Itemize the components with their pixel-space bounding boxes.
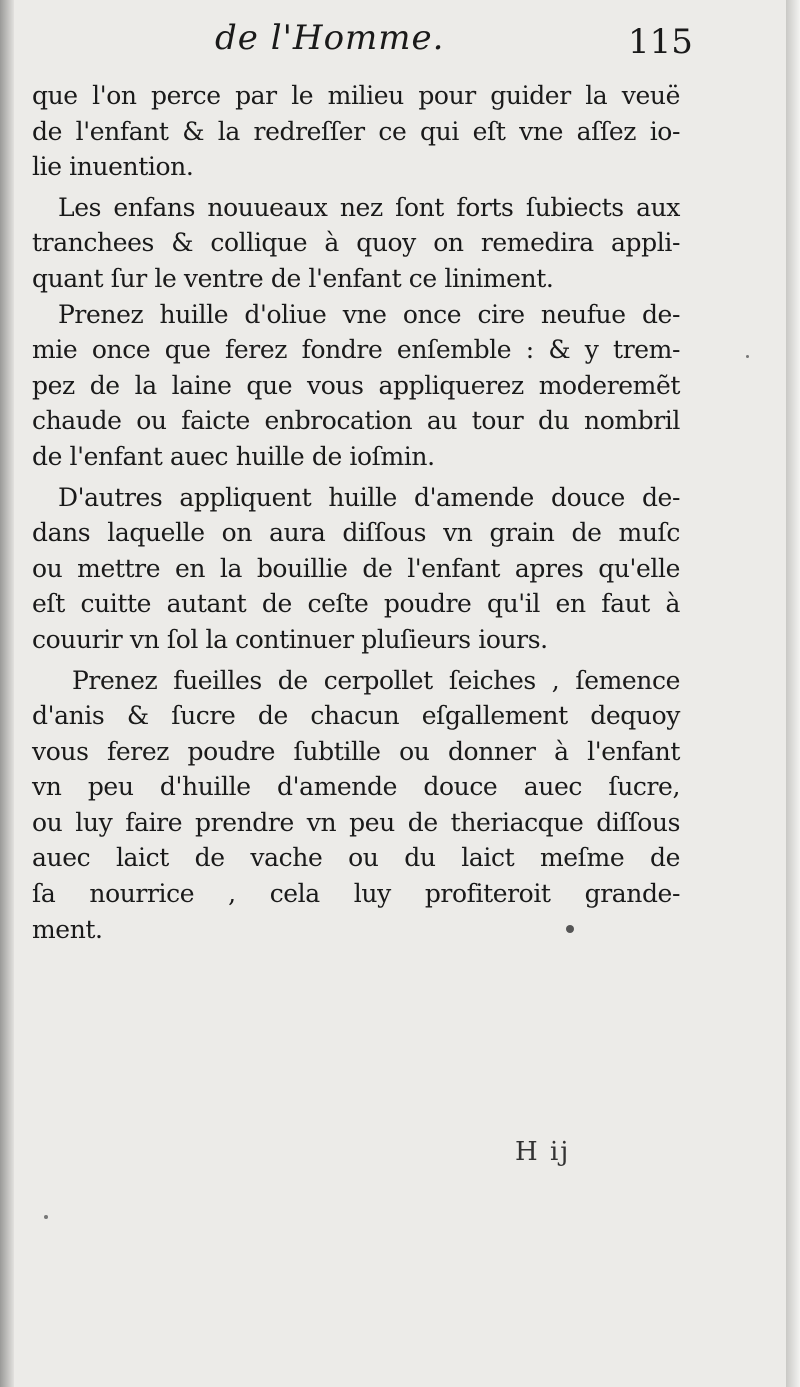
- spine-shadow: [0, 0, 14, 1387]
- text-line: que l'on perce par le milieu pour guider la veuë: [32, 81, 680, 110]
- text-line: dans laquelle on aura diſſous vn grain de muſc: [32, 518, 680, 548]
- text-line: vn peu d'huille d'amende douce auec ſucre,: [32, 772, 680, 802]
- text-line: quant ſur le ventre de l'enfant ce liniment.: [32, 263, 554, 293]
- ink-speck: [746, 355, 749, 358]
- text-line: ou luy faire prendre vn peu de theriacque diſſous: [32, 807, 680, 837]
- text-line: eſt cuitte autant de ceſte poudre qu'il en faut à: [32, 589, 680, 619]
- ink-speck: [44, 1215, 48, 1219]
- text-line: Prenez huille d'oliue vne once cire neufue de-: [58, 299, 680, 329]
- ink-speck: [566, 925, 574, 933]
- signature-mark: H ij: [515, 1137, 571, 1167]
- text-line: vous ferez poudre ſubtille ou donner à l'enfant: [32, 736, 680, 766]
- running-title: de l'Homme.: [215, 18, 445, 58]
- text-line: chaude ou faicte enbrocation au tour du nombril: [32, 406, 680, 436]
- page-number: 115: [628, 22, 693, 62]
- text-line: lie inuention.: [32, 152, 194, 182]
- text-line: ment.: [32, 914, 103, 944]
- text-line: Prenez fueilles de cerpollet ſeiches , ſemence: [72, 665, 680, 695]
- text-line: tranchees & collique à quoy on remedira appli-: [32, 228, 680, 258]
- text-line: pez de la laine que vous appliquerez moderemẽt: [32, 370, 680, 400]
- text-line: D'autres appliquent huille d'amende douce de-: [58, 482, 680, 512]
- text-line: ſa nourrice , cela luy profiteroit grande-: [32, 879, 680, 909]
- page-edge: [786, 0, 800, 1387]
- text-line: d'anis & ſucre de chacun eſgallement dequoy: [32, 701, 680, 731]
- text-block: [32, 78, 680, 947]
- text-line: auec laict de vache ou du laict meſme de: [32, 843, 680, 873]
- text-line: mie once que ferez fondre enſemble : & y trem-: [32, 335, 680, 365]
- text-line: ou mettre en la bouillie de l'enfant apres qu'elle: [32, 553, 680, 583]
- text-line: de l'enfant & la redreſſer ce qui eſt vne aſſez io-: [32, 116, 680, 146]
- text-line: Les enfans nouueaux nez ſont forts ſubiects aux: [58, 192, 680, 222]
- text-line: de l'enfant auec huille de ioſmin.: [32, 441, 435, 471]
- text-line: couurir vn ſol la continuer pluſieurs iours.: [32, 624, 548, 654]
